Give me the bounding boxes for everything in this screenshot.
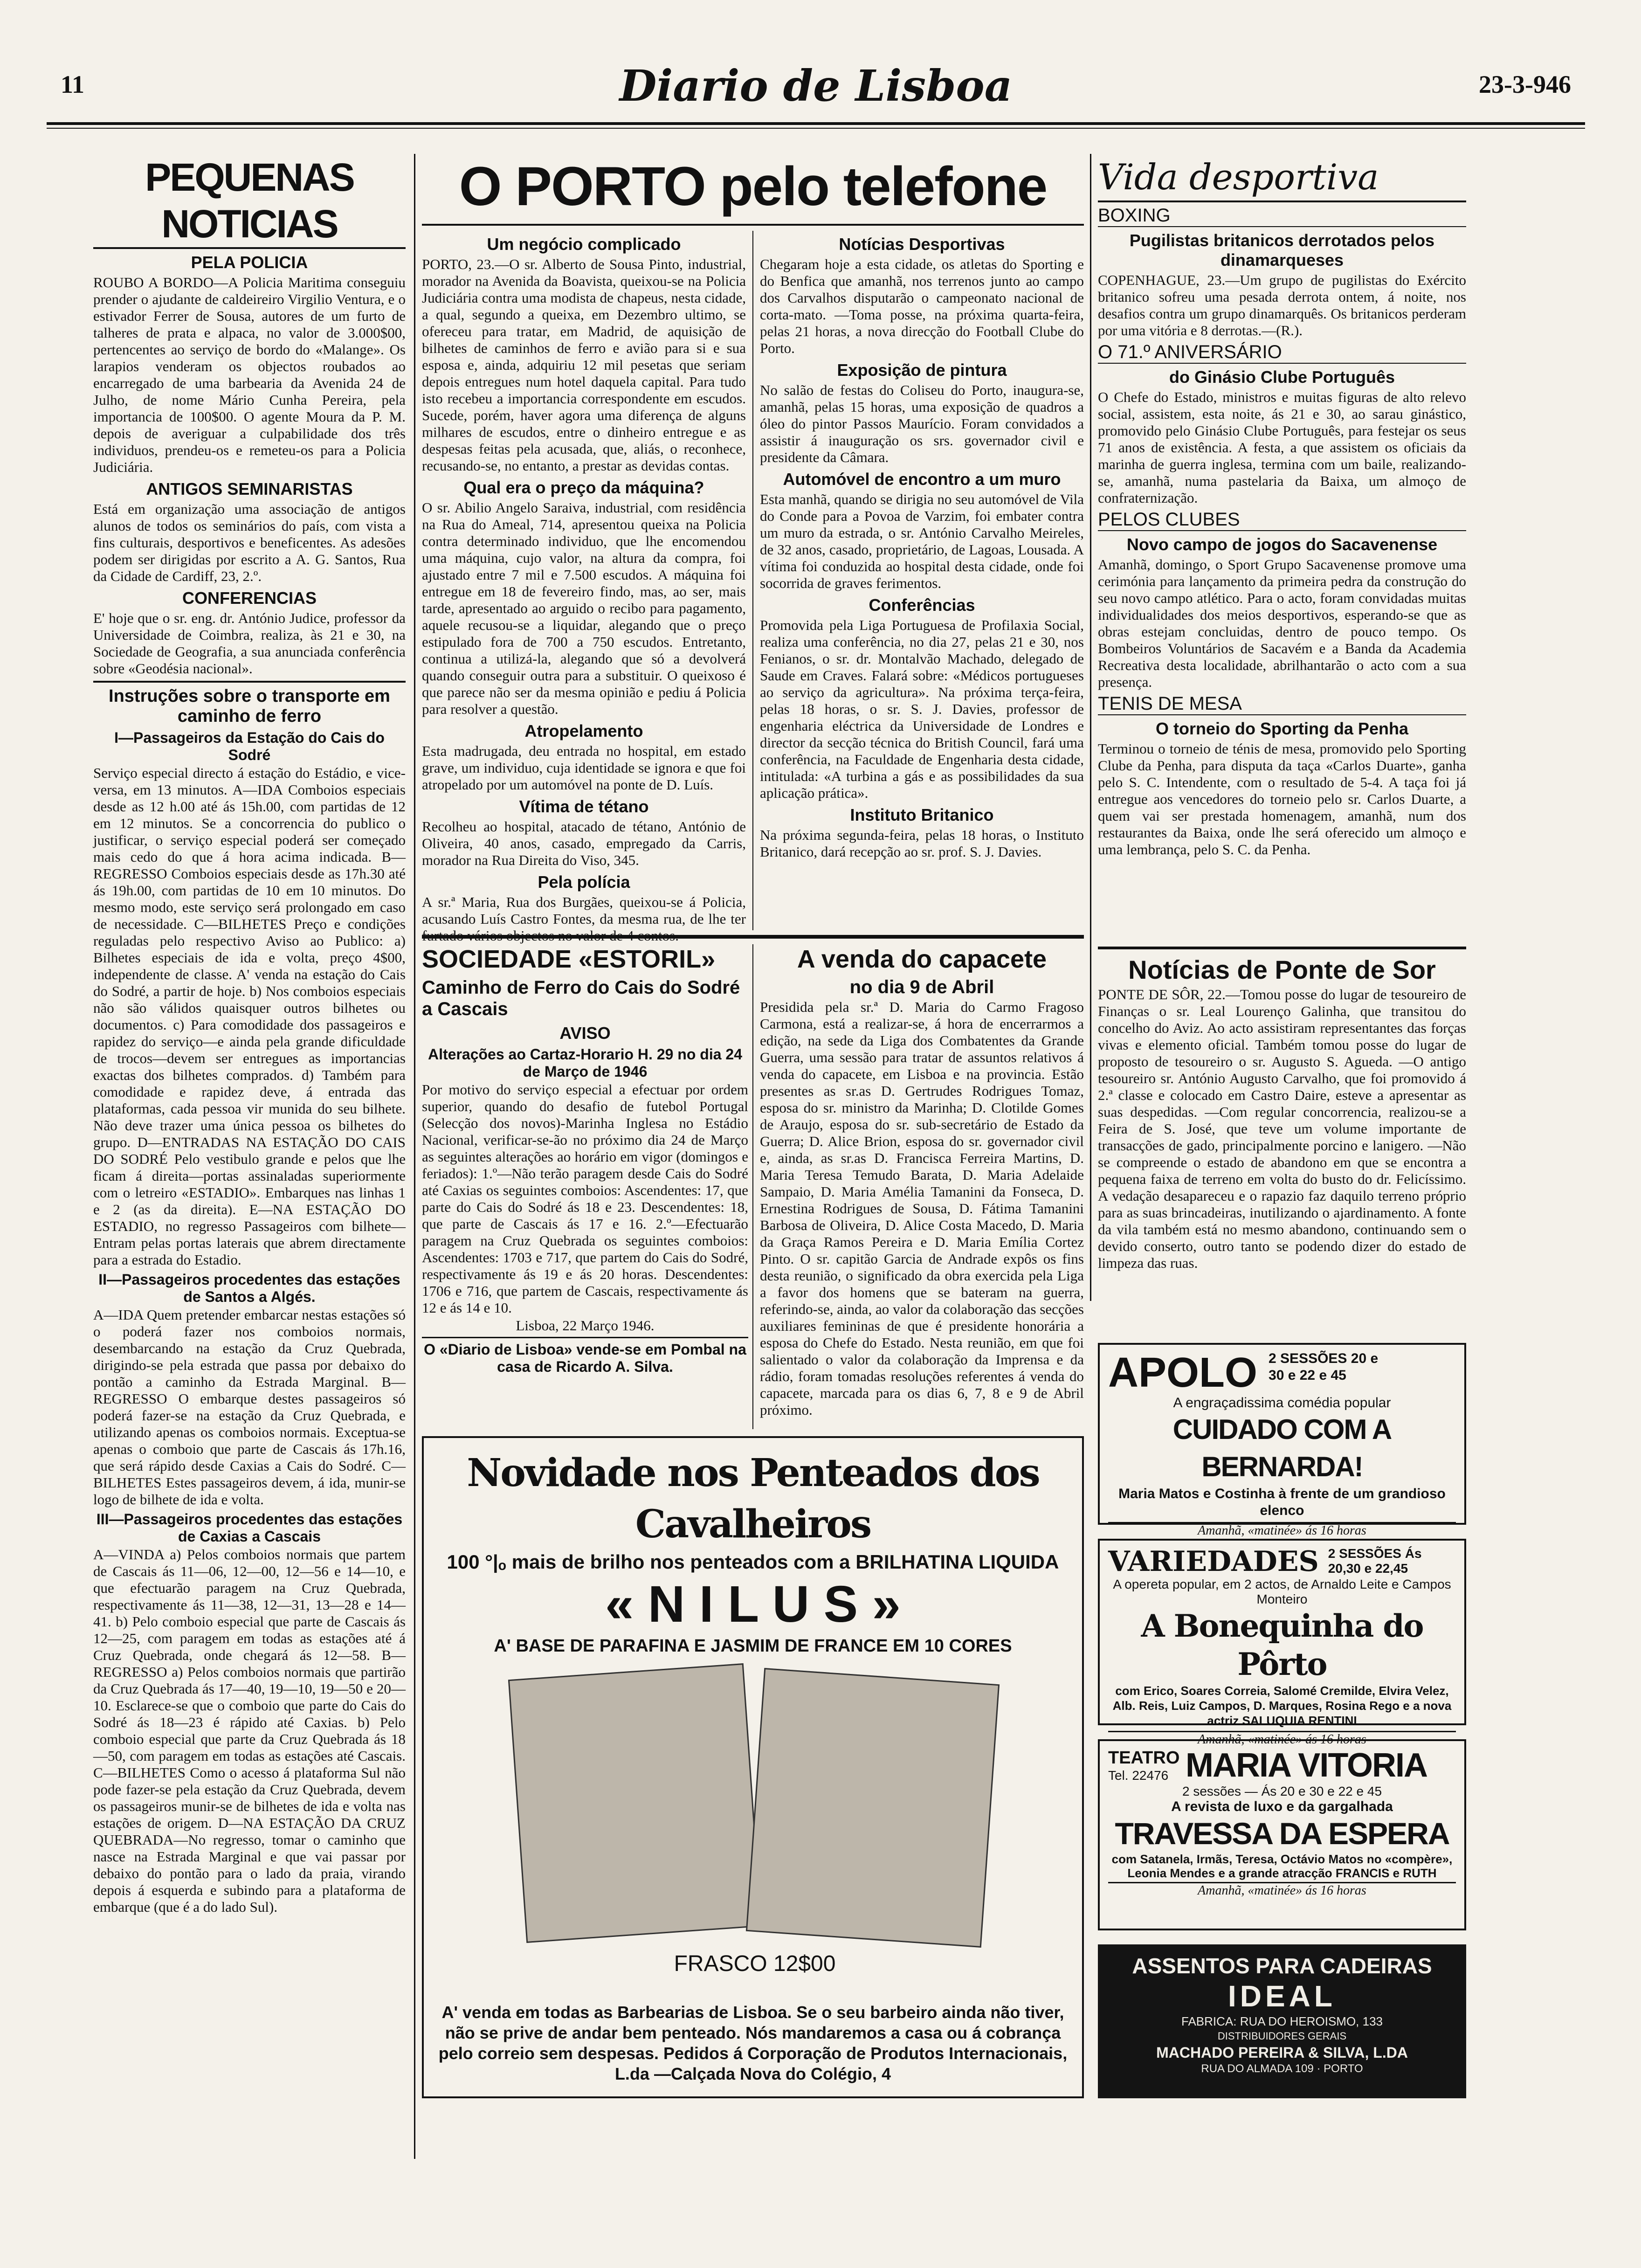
masthead-rule-thin [47, 128, 1585, 129]
article-heading: Instruções sobre o transporte em caminho de ferro [109, 686, 390, 726]
article-heading: ANTIGOS SEMINARISTAS [146, 479, 353, 498]
article-body: No salão de festas do Coliseu do Porto, inaugura-se, amanhã, pelas 15 horas, uma exposição de quadros a óleo do pintor Passos Maurício. Foram convidados a assistir á inauguração os srs. governador civil e presidente da Câmara. [760, 382, 1084, 465]
newspaper-title: Diario de Lisboa [619, 61, 1013, 111]
estoril-alteracoes: Alterações ao Cartaz-Horario H. 29 no dia 24 de Março de 1946 [428, 1046, 742, 1080]
ideal-line5: RUA DO ALMADA 109 · PORTO [1201, 2062, 1363, 2075]
anniversary-heading: O 71.º ANIVERSÁRIO [1098, 342, 1466, 364]
page-number: 11 [61, 70, 85, 98]
nilus-bottom-text: A' venda em todas as Barbearias de Lisboa. Se o seu barbeiro ainda não tiver, não se prive de andar bem penteado. Nós mandaremos a casa ou á cobrança pelo correio sem despesas. Pedidos á Corporação de Produtos Internacionais, L.da —Calçada Nova do Colégio, 4 [438, 2003, 1068, 2083]
theatre-line2: com Erico, Soares Correia, Salomé Cremilde, Elvira Velez, Alb. Reis, Luiz Campos, D. Marques, Rosina Rego e a nova actriz SALUQUIA RENTINI [1112, 1684, 1452, 1728]
theatre-line2: Maria Matos e Costinha à frente de um grandioso elenco [1118, 1486, 1446, 1518]
article-heading: Qual era o preço da máquina? [463, 478, 704, 497]
article-body: Serviço especial directo á estação do Estádio, e vice-versa, em 13 minutos. A—IDA Comboios especiais desde as 12 h.00 até ás 15h.00, com partidas de 12 em 12 minutos. Se a concorrencia do publico o justificar, o serviço especial poderá ser começado mais cedo do que á hora acima indicada. B—REGRESSO Comboios especiais desde as 17h.30 até ás 19h.00, com partidas de 10 em 10 minutos. Do mesmo modo, este serviço será prolongado em caso de necessidade. C—BILHETES Preço e condições reguladas pelo respectivo Aviso ao Publico: a) Bilhetes especiais de ida e volta, preço 4$00, independente de classe. A' venda na estação do Cais do Sodré, a partir de hoje. b) Nos comboios especiais não são válidos quaisquer outros bilhetes ou documentos. c) Para comodidade dos passageiros e rapidez do serviço—e ainda pela grande dificuldade de trocos—devem ser entregues as importancias exactas dos bilhetes comprados. d) Também para comodidade e rapidez deve, á entrada das plataformas, cada pessoa vir munida do seu bilhete. Não deve trazer uma única pessoa os bilhetes do grupo. D—ENTRADAS NA ESTAÇÃO DO CAIS DO SODRÉ Pelo vestibulo grande e pelos que lhe ficam á direita—portas assinaladas superiormente com o letreiro «ESTADIO». Embarques nas linhas 1 e 2 (as da direita). E—NA ESTAÇÃO DO ESTADIO, no regresso Passageiros com bilhete—Entram pelas portas laterais que abrem directamente para a estrada do Estadio. [93, 765, 406, 1268]
theatre-header [1108, 1747, 1456, 1784]
porto-column-right [760, 231, 1084, 930]
article-heading: Notícias Desportivas [839, 235, 1005, 254]
theatre-show: A Bonequinha do Pôrto [1141, 1608, 1423, 1682]
theatre-line2: com Satanela, Irmãs, Teresa, Octávio Matos no «compère», Leonia Mendes e a grande atracção FRANCIS e RUTH [1111, 1852, 1453, 1880]
article-body: Terminou o torneio de ténis de mesa, promovido pelo Sporting Clube da Penha, para disputa da taça «Carlos Duarte», ganha pelo S. C. Intendente, com o resultado de 5-4. A taça foi já entregue aos vencedores do torneio pelo sr. Carlos Duarte, a quem vai ser prestada homenagem, amanhã, num dos restaurantes da Baixa, onde lhe será oferecido um almoço e uma lembrança, pelo S. C. da Penha. [1098, 740, 1466, 857]
estoril-body: Por motivo do serviço especial a efectuar por ordem superior, quando do desafio de futebol Portugal (Selecção dos novos)-Marinha Inglesa no Estádio Nacional, verificar-se-ão no próximo dia 24 de Março as seguintes alterações ao horário em vigor (domingos e feriados): 1.º—Não terão paragem desde Cais do Sodré até Caxias os seguintes comboios: Ascendentes: 17, que parte do Cais do Sodré ás 18 e 23. Descendentes: 18, que parte de Cascais ás 17 e 16. 2.º—Efectuarão paragem na Cruz Quebrada os seguintes comboios: Ascendentes: 1703 e 717, que partem do Cais do Sodré, respectivamente ás 19 e ás 20 horas. Descendentes: 1706 e 716, que partem de Cascais, respectivamente ás 12 e ás 14 e 10. [422, 1081, 748, 1316]
maria-vitoria-advertisement [1098, 1739, 1466, 1930]
nilus-headline: Novidade nos Penteados dos Cavalheiros [467, 1451, 1039, 1547]
article-heading: O torneio do Sporting da Penha [1155, 719, 1408, 738]
pequenas-noticias-column [93, 154, 406, 2126]
article-body: Amanhã, domingo, o Sport Grupo Sacavenense promove uma cerimónia para lançamento da primeira pedra da construção do seu novo campo atlético. Para o acto, foram convidadas muitas individualidades dos meios desportivos, esperando-se que as obras estejam concluidas, dentro de pouco tempo. Os Bombeiros Voluntários de Sacavém e a Banda da Academia Recreativa desta localidade, abrilhantarão o acto com a sua presença. [1098, 556, 1466, 690]
article-body: Está em organização uma associação de antigos alunos de todos os seminários do país, com vista a fins culturais, desportivos e beneficentes. As adesões podem ser dirigidas por escrito a A. G. Santos, Rua da Cidade de Cardiff, 23, 2.º. [93, 501, 406, 584]
divider [422, 224, 1084, 226]
apolo-advertisement [1098, 1343, 1466, 1538]
nilus-line1: 100 °|ₒ mais de brilho nos penteados com a BRILHATINA LIQUIDA [447, 1551, 1059, 1573]
article-subheading: II—Passageiros procedentes das estações de Santos a Algés. [98, 1271, 400, 1305]
divider [422, 935, 1084, 939]
man-portrait-right [746, 1668, 1000, 1948]
ideal-line3: DISTRIBUIDORES GERAIS [1217, 2030, 1347, 2042]
porto-column-left [422, 231, 746, 930]
article-heading: Exposição de pintura [837, 360, 1007, 380]
theatre-sessions: 2 SESSÕES Ás 20,30 e 22,45 [1328, 1546, 1422, 1576]
estoril-notice [422, 944, 748, 1429]
estoril-aviso: AVISO [559, 1023, 611, 1043]
column-rule [1090, 154, 1091, 1301]
theatre-line1: A engraçadissima comédia popular [1173, 1395, 1391, 1411]
ponte-title: Notícias de Ponte de Sor [1128, 955, 1436, 984]
ideal-line1: ASSENTOS PARA CADEIRAS [1132, 1954, 1432, 1978]
section-title: PEQUENAS NOTICIAS [93, 154, 406, 249]
nilus-advertisement [422, 1436, 1084, 2098]
nilus-line2: A' BASE DE PARAFINA E JASMIM DE FRANCE EM 10 CORES [494, 1636, 1012, 1656]
theatre-footer: Amanhã, «matinée» ás 16 horas [1108, 1522, 1456, 1538]
nilus-brand: « N I L U S » [605, 1576, 901, 1633]
article-heading: Atropelamento [524, 721, 643, 740]
article-body: Chegaram hoje a esta cidade, os atletas do Sporting e do Benfica que amanhã, nos terrenos junto ao campo dos Carvalhos disputarão o campeonato nacional de corta-mato. —Toma posse, na próxima quarta-feira, pelas 21 horas, a nova direcção do Football Clube do Porto. [760, 256, 1084, 356]
estoril-subtitle: Caminho de Ferro do Cais do Sodré a Cascais [422, 977, 740, 1019]
divider [1098, 947, 1466, 949]
capacete-subtitle: no dia 9 de Abril [849, 977, 994, 997]
theatre-show: CUIDADO COM A BERNARDA! [1172, 1414, 1392, 1482]
article-subheading: III—Passageiros procedentes das estações de Caxias a Cascais [96, 1511, 403, 1545]
column-rule [752, 231, 753, 930]
theatre-footer: Amanhã, «matinée» ás 16 horas [1108, 1731, 1456, 1747]
theatre-line1: A revista de luxo e da gargalhada [1171, 1799, 1393, 1814]
theatre-footer: Amanhã, «matinée» ás 16 horas [1108, 1882, 1456, 1898]
article-heading: CONFERENCIAS [182, 588, 317, 608]
theatre-name: APOLO [1108, 1349, 1258, 1396]
article-body: Promovida pela Liga Portuguesa de Profilaxia Social, realiza uma conferência, no dia 27, pelas 21 e 30, nos Fenianos, o sr. dr. Montalvão Machado, delegado de Saude em Craves. Falará sobre: «Médicos portugueses ao serviço da agricultura». Na próxima terça-feira, pelas 18 horas, o sr. S. J. Davies, professor de engenharia eléctrica da Universidade de Londres e director da secção técnica do British Council, fará uma conferência, na Faculdade de Engenharia desta cidade, intitulada: «A turbina a gás e as possibilidades da sua aplicação prática». [760, 617, 1084, 801]
article-body: Esta madrugada, deu entrada no hospital, em estado grave, um individuo, cuja identidade se ignora e que foi atropelado por um automóvel na ponte de D. Luís. [422, 743, 746, 793]
tenis-heading: TENIS DE MESA [1098, 693, 1466, 715]
article-body: E' hoje que o sr. eng. dr. António Judice, professor da Universidade de Coimbra, realiza, às 21 e 30, na Sociedade de Geografia, a sua anunciada conferência sobre «Geodésia nacional». [93, 610, 406, 677]
article-heading: PELA POLICIA [191, 253, 308, 272]
theatre-line1: A opereta popular, em 2 actos, de Arnaldo Leite e Campos Monteiro [1113, 1577, 1451, 1606]
article-subheading: I—Passageiros da Estação do Cais do Sodré [114, 729, 385, 763]
variedades-advertisement [1098, 1539, 1466, 1747]
estoril-title: SOCIEDADE «ESTORIL» [422, 945, 716, 973]
man-portrait-left [508, 1663, 762, 1943]
capacete-title: A venda do capacete [797, 945, 1047, 973]
article-heading: Pugilistas britanicos derrotados pelos dinamarqueses [1129, 231, 1435, 270]
clubes-heading: PELOS CLUBES [1098, 509, 1466, 531]
nilus-photo-area [438, 1666, 1068, 2002]
column-rule [414, 154, 415, 2159]
sales-note: O «Diario de Lisboa» vende-se em Pombal na casa de Ricardo A. Silva. [422, 1337, 748, 1376]
porto-title: O PORTO pelo telefone [459, 156, 1047, 217]
capacete-article [760, 944, 1084, 1429]
theatre-sessions: 2 SESSÕES 20 e 30 e 22 e 45 [1269, 1351, 1379, 1383]
article-body: Recolheu ao hospital, atacado de tétano, António de Oliveira, 40 anos, casado, empregado da Carris, morador na Rua Direita do Viso, 345. [422, 818, 746, 868]
article-heading: do Ginásio Clube Português [1169, 367, 1395, 387]
article-heading: Conferências [869, 595, 975, 615]
article-body: PORTO, 23.—O sr. Alberto de Sousa Pinto, industrial, morador na Avenida da Boavista, queixou-se na Policia Judiciária contra uma modista de chapeus, nesta cidade, a qual, segundo a queixa, em Dezembro ultimo, se ofereceu para tratar, em Madrid, de aquisição de bilhetes de caminhos de ferro e avião para si e sua esposa e, ainda, adquiriu 12 mil pesetas que seriam depois entregues num hotel daquela capital. Para tudo isto recebeu a importancia correspondente em escudos. Sucede, porém, haver agora uma diferença de alguns milhares de escudos, entre o dinheiro entregue e as despesas feitas pela acusada, que, aliás, o reconhece, recusando-se, no entanto, a prestar as devidas contas. [422, 256, 746, 474]
article-body: ROUBO A BORDO—A Policia Maritima conseguiu prender o ajudante de caldeireiro Virgilio Ventura, e o estivador Ferrer de Sousa, autores de um furto de talheres de prata e alpaca, no valor de 3.000$00, pertencentes ao serviço de bordo do «Malange». Os larapios venderam os objectos roubados ao encarregado de uma barbearia da Avenida 24 de Julho, de nome Mário Cunha Pereira, pela importancia de 100$00. O agente Moura da P. M. depois de averiguar a culpabilidade dos três individuos, prendeu-os e remeteu-os para a Policia Judiciária. [93, 274, 406, 475]
theatre-name: VARIEDADES [1108, 1545, 1319, 1578]
article-heading: Pela polícia [538, 872, 630, 892]
ideal-advertisement [1098, 1944, 1466, 2098]
ponte-de-sor-article [1098, 954, 1466, 1327]
divider [93, 681, 406, 683]
article-heading: Um negócio complicado [487, 235, 681, 254]
masthead-rule [47, 122, 1585, 125]
theatre-label: TEATRO [1108, 1748, 1180, 1768]
estoril-date: Lisboa, 22 Março 1946. [516, 1317, 655, 1334]
article-body: Esta manhã, quando se dirigia no seu automóvel de Vila do Conde para a Povoa de Varzim, foi embater contra um muro da estrada, o sr. António Carvalho Meireles, de 32 anos, casado, proprietário, de Lagoas, Lousada. A vítima foi conduzida ao hospital desta cidade, onde foi socorrida de graves ferimentos. [760, 491, 1084, 591]
theatre-label-block [1108, 1748, 1178, 1783]
ideal-brand: IDEAL [1228, 1979, 1336, 2013]
section-title: Vida desportiva [1098, 154, 1466, 202]
theatre-sessions: 2 sessões — Ás 20 e 30 e 22 e 45 [1182, 1784, 1382, 1798]
column-rule [752, 944, 753, 1429]
article-body: A sr.ª Maria, Rua dos Burgães, queixou-se á Policia, acusando Luís Castro Fontes, da mesma rua, de lhe ter [422, 894, 746, 927]
article-heading: Novo campo de jogos do Sacavenense [1126, 535, 1438, 554]
theatre-show: TRAVESSA DA ESPERA [1115, 1816, 1449, 1851]
boxing-heading: BOXING [1098, 205, 1466, 227]
article-heading: Automóvel de encontro a um muro [783, 470, 1061, 489]
theatre-name: MARIA VITORIA [1186, 1747, 1427, 1784]
article-body: O Chefe do Estado, ministros e muitas figuras de alto relevo social, assistem, esta noite, ás 21 e 30, ao sarau ginástico, promovido pelo Ginásio Clube Português, para festejar os seus 71 anos de existência. A festa, a que assistem os oficiais da marinha de guerra inglesa, termina com um baile, realizando-se, amanhã, numa pastelaria da Baixa, um almoço de confraternização. [1098, 389, 1466, 506]
ideal-line2: FABRICA: RUA DO HEROISMO, 133 [1181, 2014, 1383, 2028]
article-body: A—IDA Quem pretender embarcar nestas estações só o poderá fazer nos comboios normais, desembarcando na estação da Cruz Quebrada, dirigindo-se pela estrada que passa por debaixo do pontão a caminho da Estrada Marginal. B—REGRESSO O embarque destes passageiros só poderá fazer-se na estação da Cruz Quebrada, e utilizando apenas os comboios normais. Exceptua-se apenas o comboio que parte de Cascais ás 17h.16, que será rápido desde Caxias a Cais do Sodré. C—BILHETES Estes passageiros devem, á ida, munir-se logo de bilhete de ida e volta. [93, 1307, 406, 1507]
article-body: COPENHAGUE, 23.—Um grupo de pugilistas do Exército britanico sofreu uma pesada derrota ontem, á noite, nos desafios contra um grupo dinamarquês. Os britanicos perderam por uma vitória e 8 derrotas.—(R.). [1098, 272, 1466, 339]
capacete-body: Presidida pela sr.ª D. Maria do Carmo Fragoso Carmona, está a realizar-se, á hora de encerrarmos a edição, na sede da Liga dos Combatentes da Grande Guerra, uma sessão para tratar de assuntos relativos á venda do capacete, em Lisboa e na provincia. Estão presentes as sr.as D. Gertrudes Rodrigues Tomaz, esposa do sr. ministro da Marinha; D. Clotilde Gomes de Araujo, esposa do sr. sub-secretário de Estado da Guerra; D. Alice Brion, esposa do sr. governador civil e, ainda, as sr.as D. Francisca Ferreira Martins, D. Maria Teresa Temudo Barata, D. Maria Adelaide Sampaio, D. Maria Amélia Tamanini da Fonseca, D. Ernestina Rodrigues de Sousa, D. Fátima Tamanini Barbosa de Oliveira, D. Alice Costa Macedo, D. Maria da Graça Ramos Pereira e D. Maria Emília Cortez Pinto. O sr. capitão Garcia de Andrade expôs os fins desta reunião, o significado da obra exercida pela Liga a favor dos homens que se bateram na guerra, referindo-se, ainda, ao valor da colaboração das secções auxiliares femininas de que é presidente honorária a esposa do Chefe do Estado. Nesta reunião, em que foi salientado o valor da colaboração da Imprensa e da rádio, foram tomadas resoluções referentes á venda do capacete, marcada para os dias 6, 7, 8 e 9 de Abril próximo. [760, 999, 1084, 1418]
article-heading: Instituto Britanico [850, 805, 994, 824]
article-body: Na próxima segunda-feira, pelas 18 horas, o Instituto Britanico, dará recepção ao sr. prof. S. J. Davies. [760, 827, 1084, 860]
article-heading: Vítima de tétano [519, 797, 649, 816]
theatre-phone: Tel. 22476 [1108, 1768, 1169, 1783]
article-body: A—VINDA a) Pelos comboios normais que partem de Cascais ás 11—06, 12—00, 12—56 e 14—10, e que efectuarão paragem na Cruz Quebrada, respectivamente ás 11—38, 12—31, 13—28 e 14—41. b) Pelo comboio especial que parte de Cascais ás 12—25, com paragem em todas as estações até á Cruz Quebrada, onde chegará ás 12—58. B—REGRESSO a) Pelos comboios normais que partirão da Cruz Quebrada ás 17—40, 19—10, 19—50 e 20—10. Esclarece-se que o comboio que parte do Cais do Sodré ás 18—23 é rápido até Caxias. b) Pelo comboio especial que parte da Cruz Quebrada ás 18—50, com paragem em todas as estações até Cascais. C—BILHETES Como o acesso á plataforma Sul não pode fazer-se pela estação da Cruz Quebrada, devem os passageiros munir-se de bilhetes de ida e volta nas estações de origem. D—NA ESTAÇÃO DA CRUZ QUEBRADA—No regresso, tomar o caminho que nasce na Estrada Marginal e que vai passar por debaixo do pontão para o lado da praia, virando depois á esquerda e subindo para a plataforma de embarque (que é a do lado Sul). [93, 1546, 406, 1915]
ponte-body: PONTE DE SÔR, 22.—Tomou posse do lugar de tesoureiro de Finanças o sr. Leal Lourenço Galinha, que transitou do concelho do Aviz. Ao acto assistiram representantes das forças vivas e elemento oficial. Também tomou posse do lugar de proposto de tesoureiro o sr. Augusto S. Agueda. —O antigo tesoureiro sr. António Augusto Carvalho, que foi promovido á 2.ª classe e colocado em Castro Daire, esteve a apresentar as suas despedidas. —Com regular concorrencia, realizou-se a Feira de S. José, que teve um volume importante de transacções de gado, principalmente porcino e lanigero. —Não se compreende o estado de abandono em que se encontra a pequena faixa de terreno em volta do busto do dr. Felicíssimo. A vedação desapareceu e o rapazio faz daquilo terreno próprio para as suas brincadeiras, inutilizando o ajardinamento. A fonte da vila também está no mesmo abandono, continuando sem o devido conserto, outro tanto se podendo dizer do estado de limpeza das ruas. [1098, 986, 1466, 1271]
issue-date: 23-3-946 [1479, 70, 1571, 98]
article-body: O sr. Abilio Angelo Saraiva, industrial, com residência na Rua do Ameal, 714, apresentou queixa na Policia contra determinado individuo, que lhe encomendou uma máquina, cujo valor, na altura da compra, foi ajustado entre 7 mil e 7.500 escudos. A máquina foi entregue em 18 de fevereiro findo, mas, ao ser, mais tarde, apresentado ao arguido o recibo para pagamento, aquele recusou-se a liquidar, alegando que o preço estipulado fora de 700 a 750 escudos. Entretanto, continua a utilizá-la, alegando que só a devolverá quando conseguir outra para a substituir. O queixoso é que parece não ser da mesma opinião e pediu á Policia para resolver a questão. [422, 499, 746, 717]
nilus-price: FRASCO 12$00 [674, 1951, 836, 1976]
ideal-line4: MACHADO PEREIRA & SILVA, L.DA [1156, 2044, 1408, 2061]
vida-desportiva-column [1098, 154, 1466, 947]
